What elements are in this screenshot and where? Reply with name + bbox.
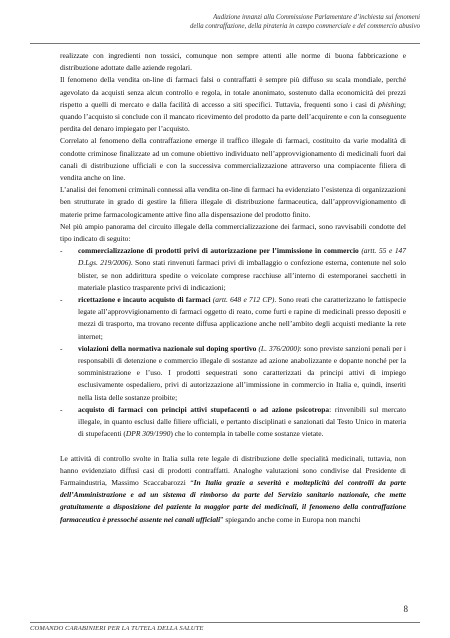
phishing-term: phishing xyxy=(378,99,404,109)
page-number: 8 xyxy=(403,604,408,614)
list-dash: - xyxy=(60,404,63,414)
paragraph-2: Il fenomeno della vendita on-line di farmaci falsi o contraffatti è sempre più diffuso su scala mondiale, perché agevolato da acquisti senza alcun controllo e regola, in totale anonimato, sostenuto dalla economicità dei prezzi rispetto a quelli di mercato e dalla facilità di accesso a siti specifici. Tuttavia, frequenti sono i casi di phishing; quando l’acquisto si conclude con il mancato ricevimento del prodotto da parte dell’acquirente e con la conseguente perdita del denaro impiegato per l’acquisto. xyxy=(60,75,406,134)
list-dash: - xyxy=(60,343,63,353)
list-item: - acquisto di farmaci con principi attivi stupefacenti o ad azione psicotropa: rinvenibili sul mercato illegale, in quanto esclusi dalle filiere ufficiali, e pertanto disciplinati e sanzionati dal Testo Unico in materia di stupefacenti (DPR 309/1990) che lo contempla in tabelle come sostanze vietate. xyxy=(60,404,406,439)
body-text xyxy=(60,50,406,526)
list-item: - ricettazione e incauto acquisto di farmaci (artt. 648 e 712 CP). Sono reati che caratterizzano le fattispecie legate all’approvvigionamento di farmaci oggetto di reato, come furti e rapine di medicinali presso depositi e mezzi di trasporto, ma trovano recente diffusa applicazione anche nell’ambito degli acquisti mediante la rete internet; xyxy=(60,295,406,341)
paragraph-3: Correlato al fenomeno della contraffazione emerge il traffico illegale di farmaci, costituito da varie modalità di condotte criminose finalizzate ad un comune obiettivo individuato nell’approvvigionamento di medicinali fuori dai canali di distribuzione ufficiali e con la successiva commercializzazione attraverso una compiacente filiera di vendita anche on line. xyxy=(60,136,406,183)
conduct-list xyxy=(60,245,406,440)
paragraph-4: L’analisi dei fenomeni criminali connessi alla vendita on-line di farmaci ha evidenziato l’esistenza di organizzazioni ben strutturate in grado di gestire la filiera illegale di distribuzione farmaceutica, dall’approvvigionamento di materie prime farmacologicamente attive fino alla dispensazione del prodotto finito. xyxy=(60,185,406,219)
farmaindustria-quote: In Italia grazie a severità e molteplicità dei controlli da parte dell’Amministrazione e ad un sistema di rimborso da parte del Servizio sanitario nazionale, che mette gratuitamente a disposizione del paziente la maggior parte dei medicinali, il fenomeno della contraffazione farmaceutica è pressoché assente nei canali ufficiali xyxy=(60,477,406,524)
closing-paragraph: Le attività di controllo svolte in Italia sulla rete legale di distribuzione delle specialità medicinali, tuttavia, non hanno evidenziato diffusi casi di prodotti contraffatti. Analoghe valutazioni sono condivise dal Presidente di Farmaindustria, Massimo Scaccabarozzi “In Italia grazie a severità e molteplicità dei controlli da parte dell’Amministrazione e ad un sistema di rimborso da parte del Servizio sanitario nazionale, che mette gratuitamente a disposizione del paziente la maggior parte dei medicinali, il fenomeno della contraffazione farmaceutica è pressoché assente nei canali ufficiali” spiegando anche come in Europa non manchi xyxy=(60,453,406,524)
list-item: - commercializzazione di prodotti privi di autorizzazione per l’immissione in commercio (artt. 55 e 147 D.Lgs. 219/2006). Sono stati rinvenuti farmaci privi di imballaggio o confezione esterna, contenute nel solo blister, se non addirittura spedite o veicolate comprese racchiuse all’interno di estemporanei sacchetti in materiale plastico trasparente privi di indicazioni; xyxy=(60,246,406,292)
header-divider xyxy=(30,43,420,44)
list-dash: - xyxy=(60,295,63,305)
list-item: - violazioni della normativa nazionale sul doping sportivo (L. 376/2000): sono previste sanzioni penali per i responsabili di detenzione e commercio illegale di sostanze ad azione anabolizzante e dopante nonché per la somministrazione e l’uso. I prodotti sequestrati sono caratterizzati da principi attivi di impiego esclusivamente ospedaliero, privi di autorizzazione all’immissione in commercio in Italia e, quindi, inseriti nella lista delle sostanze proibite; xyxy=(60,343,407,402)
running-header xyxy=(40,13,420,31)
header-line-2: della contraffazione, della pirateria in campo commerciale e del commercio abusivo xyxy=(190,23,420,30)
footer-divider xyxy=(30,622,420,623)
paragraph-5: Nel più ampio panorama del circuito illegale della commercializzazione dei farmaci, sono ravvisabili condotte del tipo indicato di seguito: xyxy=(60,221,406,244)
list-dash: - xyxy=(60,246,63,256)
header-line-1: Audizione innanzi alla Commissione Parlamentare d’inchiesta sui fenomeni xyxy=(213,14,420,21)
paragraph-1: realizzate con ingredienti non tossici, comunque non sempre attenti alle norme di buona fabbricazione e distribuzione adottate dalle aziende regolari. xyxy=(60,51,406,73)
footer-organization: COMANDO CARABINIERI PER LA TUTELA DELLA SALUTE xyxy=(30,625,204,632)
